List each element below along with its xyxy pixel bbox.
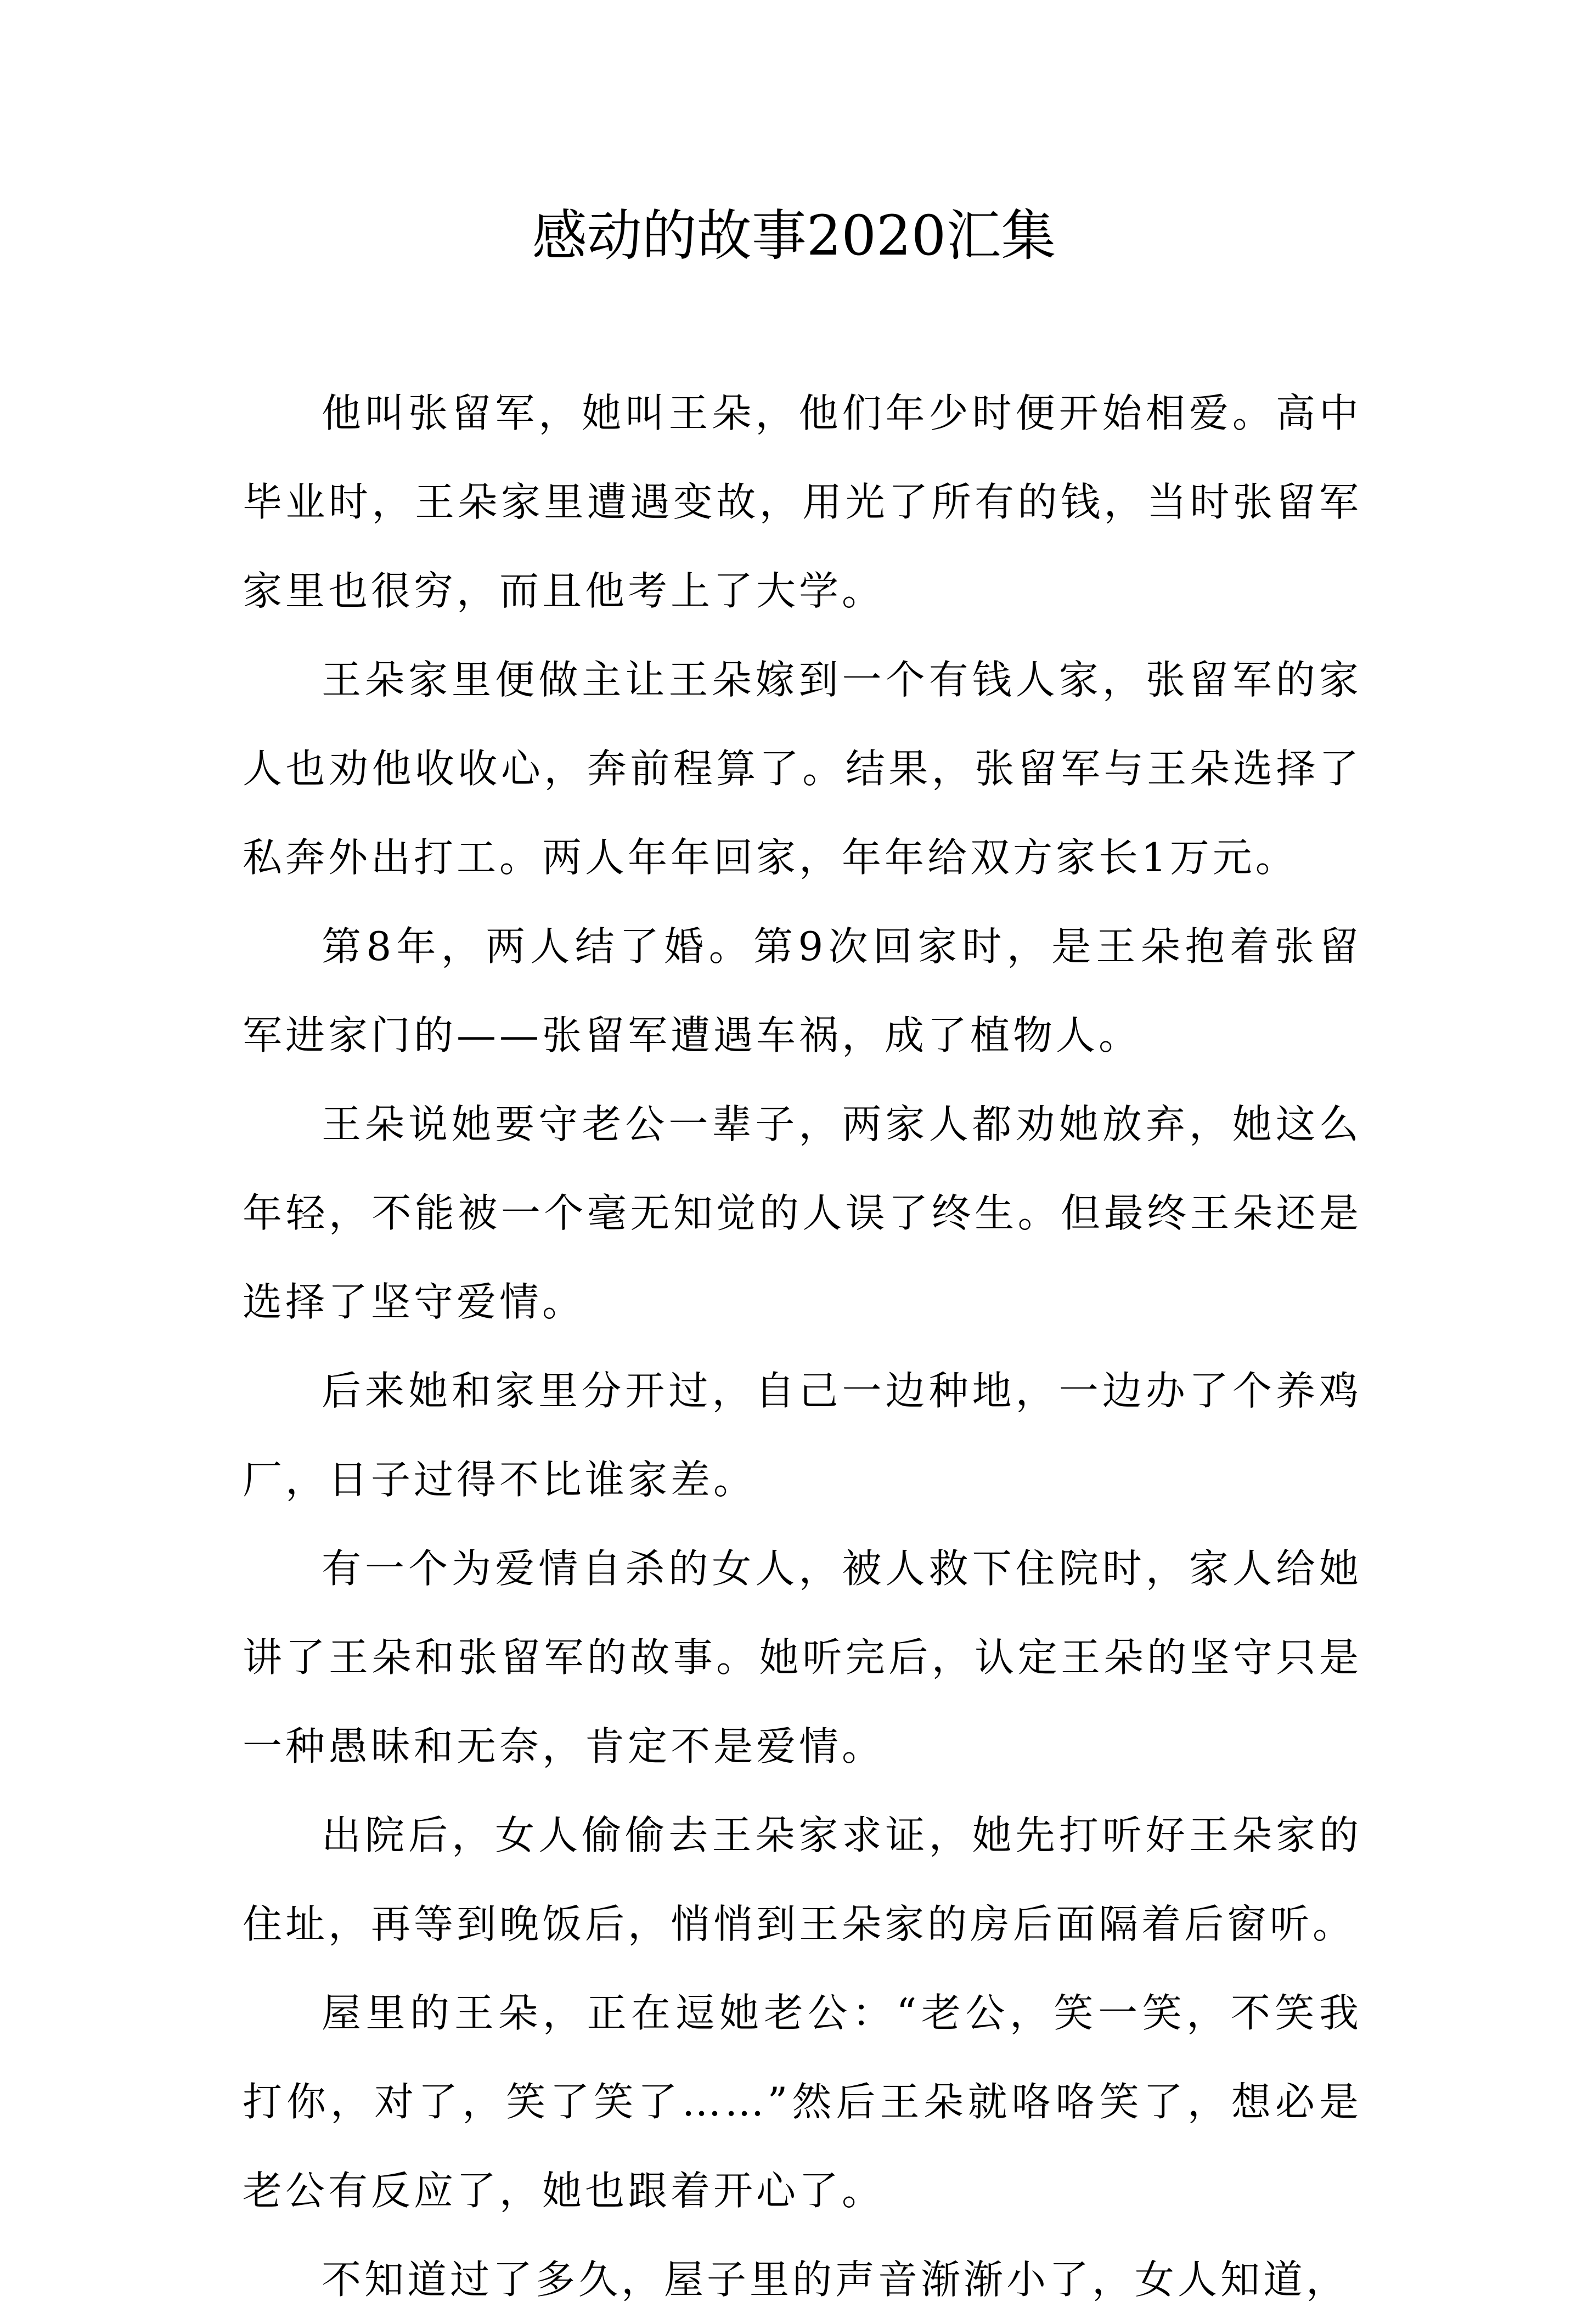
paragraph: 王朵说她要守老公一辈子，两家人都劝她放弃，她这么年轻，不能被一个毫无知觉的人误了终生。但最终王朵还是选择了坚守爱情。 (243, 1101, 1362, 1325)
paragraph: 屋里的王朵，正在逗她老公：“老公，笑一笑，不笑我打你，对了，笑了笑了……”然后王朵就咯咯笑了，想必是老公有反应了，她也跟着开心了。 (243, 1990, 1362, 2214)
paragraph: 有一个为爱情自杀的女人，被人救下住院时，家人给她讲了王朵和张留军的故事。她听完后，认定王朵的坚守只是一种愚昧和无奈，肯定不是爱情。 (243, 1545, 1362, 1769)
document-body (243, 369, 1362, 2324)
document-title: 感动的故事2020汇集 (532, 204, 1056, 268)
paragraph: 第8年，两人结了婚。第9次回家时，是王朵抱着张留军进家门的——张留军遭遇车祸，成了植物人。 (243, 923, 1362, 1058)
paragraph: 后来她和家里分开过，自己一边种地，一边办了个养鸡厂，日子过得不比谁家差。 (243, 1368, 1362, 1503)
paragraph: 不知道过了多久，屋子里的声音渐渐小了，女人知道， (322, 2257, 1349, 2303)
paragraph: 出院后，女人偷偷去王朵家求证，她先打听好王朵家的住址，再等到晚饭后，悄悄到王朵家的房后面隔着后窗听。 (243, 1812, 1362, 1947)
paragraph: 王朵家里便做主让王朵嫁到一个有钱人家，张留军的家人也劝他收收心，奔前程算了。结果，张留军与王朵选择了私奔外出打工。两人年年回家，年年给双方家长1万元。 (243, 657, 1362, 881)
paragraph: 他叫张留军，她叫王朵，他们年少时便开始相爱。高中毕业时，王朵家里遭遇变故，用光了所有的钱，当时张留军家里也很穷，而且他考上了大学。 (243, 390, 1362, 614)
